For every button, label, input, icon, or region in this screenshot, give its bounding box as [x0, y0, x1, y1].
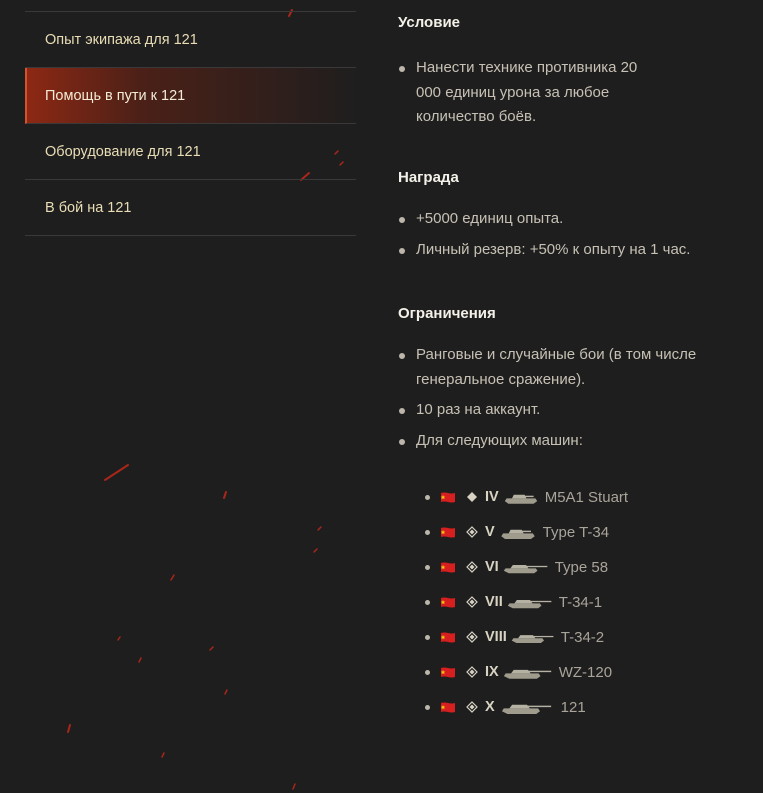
restrictions-title: Ограничения — [398, 305, 496, 322]
restrictions-list — [398, 343, 728, 453]
medium-tank-icon — [466, 526, 478, 538]
medium-tank-icon — [466, 561, 478, 573]
china-flag-icon — [440, 632, 456, 643]
tank-silhouette-icon — [511, 631, 555, 644]
sidebar-item-label: В бой на 121 — [45, 199, 132, 216]
tank-silhouette-icon — [499, 701, 555, 714]
list-item: +5000 единиц опыта. — [398, 207, 748, 232]
sidebar-item-label: Оборудование для 121 — [45, 143, 201, 160]
reward-section — [398, 168, 748, 268]
vehicle-row — [426, 484, 628, 510]
vehicle-row — [426, 589, 602, 615]
vehicle-name: WZ-120 — [558, 663, 613, 681]
list-item: Личный резерв: +50% к опыту на 1 час. — [398, 238, 748, 263]
tank-silhouette-icon — [507, 596, 553, 609]
vehicle-name: Type 58 — [554, 558, 609, 576]
vehicle-row — [426, 554, 608, 580]
sidebar-item-to-battle[interactable] — [25, 180, 356, 236]
china-flag-icon — [440, 527, 456, 538]
tank-silhouette-icon — [503, 491, 539, 504]
vehicle-name: Type T-34 — [542, 523, 610, 541]
restrictions-section — [398, 304, 748, 459]
china-flag-icon — [440, 667, 456, 678]
vehicle-tier: IV — [485, 489, 499, 505]
reward-title: Награда — [398, 169, 459, 186]
vehicle-tier: VII — [485, 594, 503, 610]
vehicle-tier: V — [485, 524, 495, 540]
vehicle-name: T-34-1 — [558, 593, 603, 611]
condition-title: Условие — [398, 14, 461, 31]
china-flag-icon — [440, 492, 456, 503]
medium-tank-icon — [466, 631, 478, 643]
vehicle-name: 121 — [560, 698, 586, 716]
medium-tank-icon — [466, 596, 478, 608]
sidebar-item-crew-experience[interactable] — [25, 12, 356, 68]
condition-section — [398, 13, 748, 136]
vehicle-name: M5A1 Stuart — [544, 488, 629, 506]
sidebar-item-label: Помощь в пути к 121 — [45, 87, 186, 104]
china-flag-icon — [440, 597, 456, 608]
vehicle-tier: VI — [485, 559, 499, 575]
vehicle-tier: VIII — [485, 629, 507, 645]
china-flag-icon — [440, 702, 456, 713]
tank-silhouette-icon — [503, 666, 553, 679]
reward-list — [398, 207, 748, 262]
vehicle-name: T-34-2 — [560, 628, 605, 646]
vehicle-tier: IX — [485, 664, 499, 680]
sidebar-item-equipment[interactable] — [25, 124, 356, 180]
medium-tank-icon — [466, 701, 478, 713]
vehicle-row — [426, 694, 586, 720]
medium-tank-icon — [466, 666, 478, 678]
vehicle-row — [426, 624, 604, 650]
vehicle-row — [426, 659, 612, 685]
list-item: Ранговые и случайные бои (в том числе генеральное сражение). — [398, 343, 728, 392]
list-item: 10 раз на аккаунт. — [398, 398, 728, 423]
sidebar-item-label: Опыт экипажа для 121 — [45, 31, 198, 48]
sidebar-item-road-help[interactable] — [25, 68, 356, 124]
vehicle-row — [426, 519, 609, 545]
tank-silhouette-icon — [499, 526, 537, 539]
list-item: Для следующих машин: — [398, 429, 728, 454]
china-flag-icon — [440, 562, 456, 573]
tank-silhouette-icon — [503, 561, 549, 574]
condition-list — [398, 56, 638, 130]
sidebar — [25, 11, 356, 236]
list-item: Нанести технике противника 20 000 единиц урона за любое количество боёв. — [398, 56, 638, 130]
vehicle-tier: X — [485, 699, 495, 715]
light-tank-icon — [466, 491, 478, 503]
